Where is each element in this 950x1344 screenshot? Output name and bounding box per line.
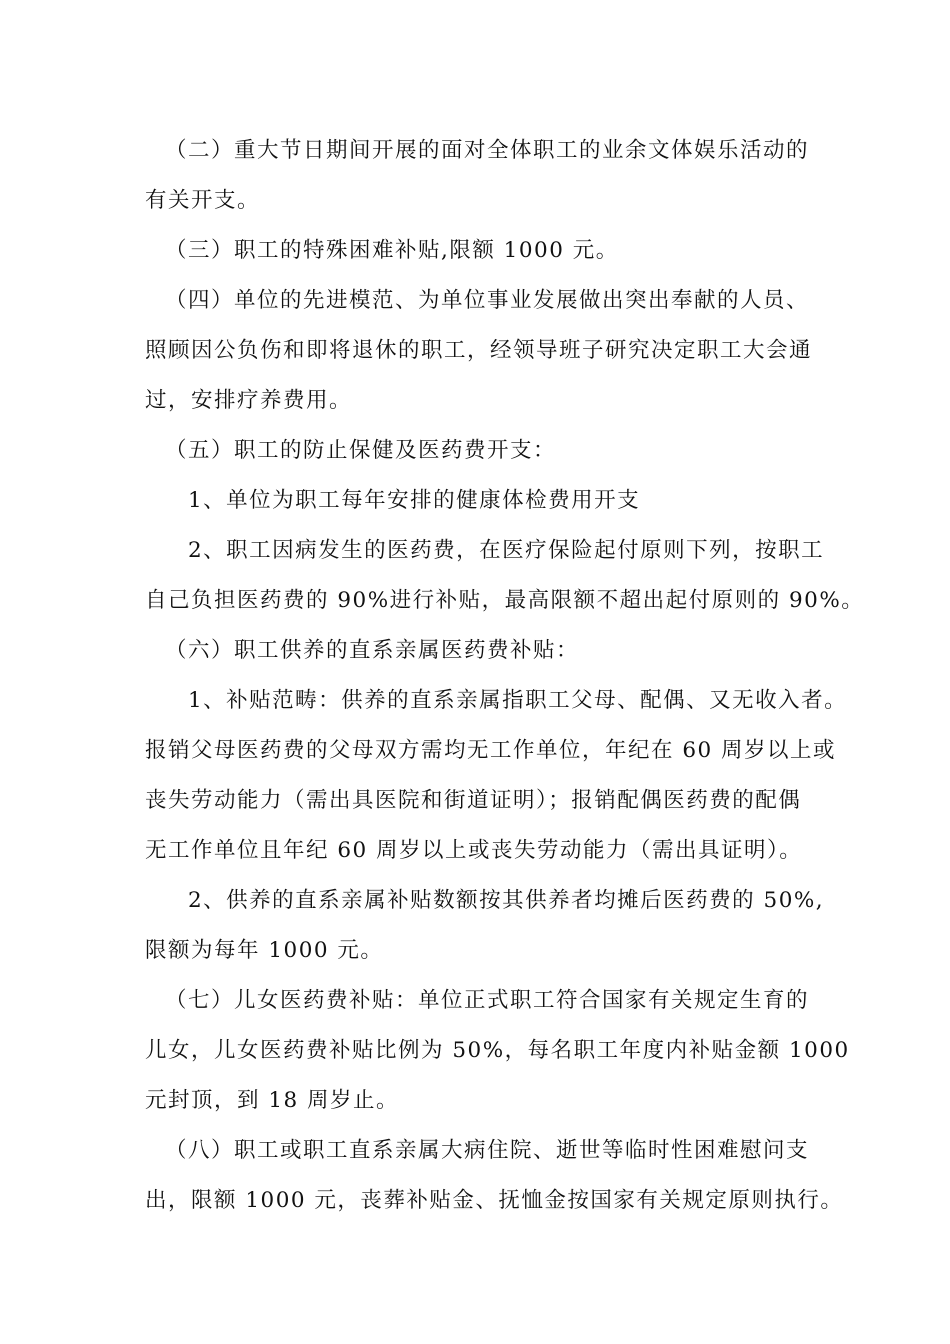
paragraph-line: （三）职工的特殊困难补贴,限额 1000 元。 bbox=[165, 238, 619, 263]
paragraph-line: （八）职工或职工直系亲属大病住院、逝世等临时性困难慰问支 bbox=[165, 1138, 810, 1163]
paragraph-line: 限额为每年 1000 元。 bbox=[145, 938, 384, 963]
paragraph-line: 丧失劳动能力（需出具医院和街道证明）；报销配偶医药费的配偶 bbox=[145, 788, 802, 813]
paragraph-line: （五）职工的防止保健及医药费开支： bbox=[165, 438, 557, 463]
paragraph-line: 2、职工因病发生的医药费，在医疗保险起付原则下列，按职工 bbox=[188, 538, 825, 563]
paragraph-line: 自己负担医药费的 90%进行补贴，最高限额不超出起付原则的 90%。 bbox=[145, 588, 865, 613]
paragraph-line: 报销父母医药费的父母双方需均无工作单位，年纪在 60 周岁以上或 bbox=[145, 738, 837, 763]
paragraph-line: 过，安排疗养费用。 bbox=[145, 388, 353, 413]
paragraph-line: 有关开支。 bbox=[145, 188, 261, 213]
paragraph-line: 照顾因公负伤和即将退休的职工，经领导班子研究决定职工大会通 bbox=[145, 338, 813, 363]
paragraph-line: （二）重大节日期间开展的面对全体职工的业余文体娱乐活动的 bbox=[165, 138, 810, 163]
paragraph-line: 儿女，儿女医药费补贴比例为 50%，每名职工年度内补贴金额 1000 bbox=[145, 1038, 850, 1063]
paragraph-line: 元封顶，到 18 周岁止。 bbox=[145, 1088, 400, 1113]
paragraph-line: 2、供养的直系亲属补贴数额按其供养者均摊后医药费的 50%, bbox=[188, 888, 825, 913]
paragraph-line: （七）儿女医药费补贴：单位正式职工符合国家有关规定生育的 bbox=[165, 988, 810, 1013]
paragraph-line: 无工作单位且年纪 60 周岁以上或丧失劳动能力（需出具证明）。 bbox=[145, 838, 803, 863]
paragraph-line: 1、单位为职工每年安排的健康体检费用开支 bbox=[188, 488, 641, 513]
paragraph-line: 出，限额 1000 元，丧葬补贴金、抚恤金按国家有关规定原则执行。 bbox=[145, 1188, 844, 1213]
paragraph-line: （四）单位的先进模范、为单位事业发展做出突出奉献的人员、 bbox=[165, 288, 810, 313]
paragraph-line: 1、补贴范畴：供养的直系亲属指职工父母、配偶、又无收入者。 bbox=[188, 688, 848, 713]
paragraph-line: （六）职工供养的直系亲属医药费补贴： bbox=[165, 638, 580, 663]
